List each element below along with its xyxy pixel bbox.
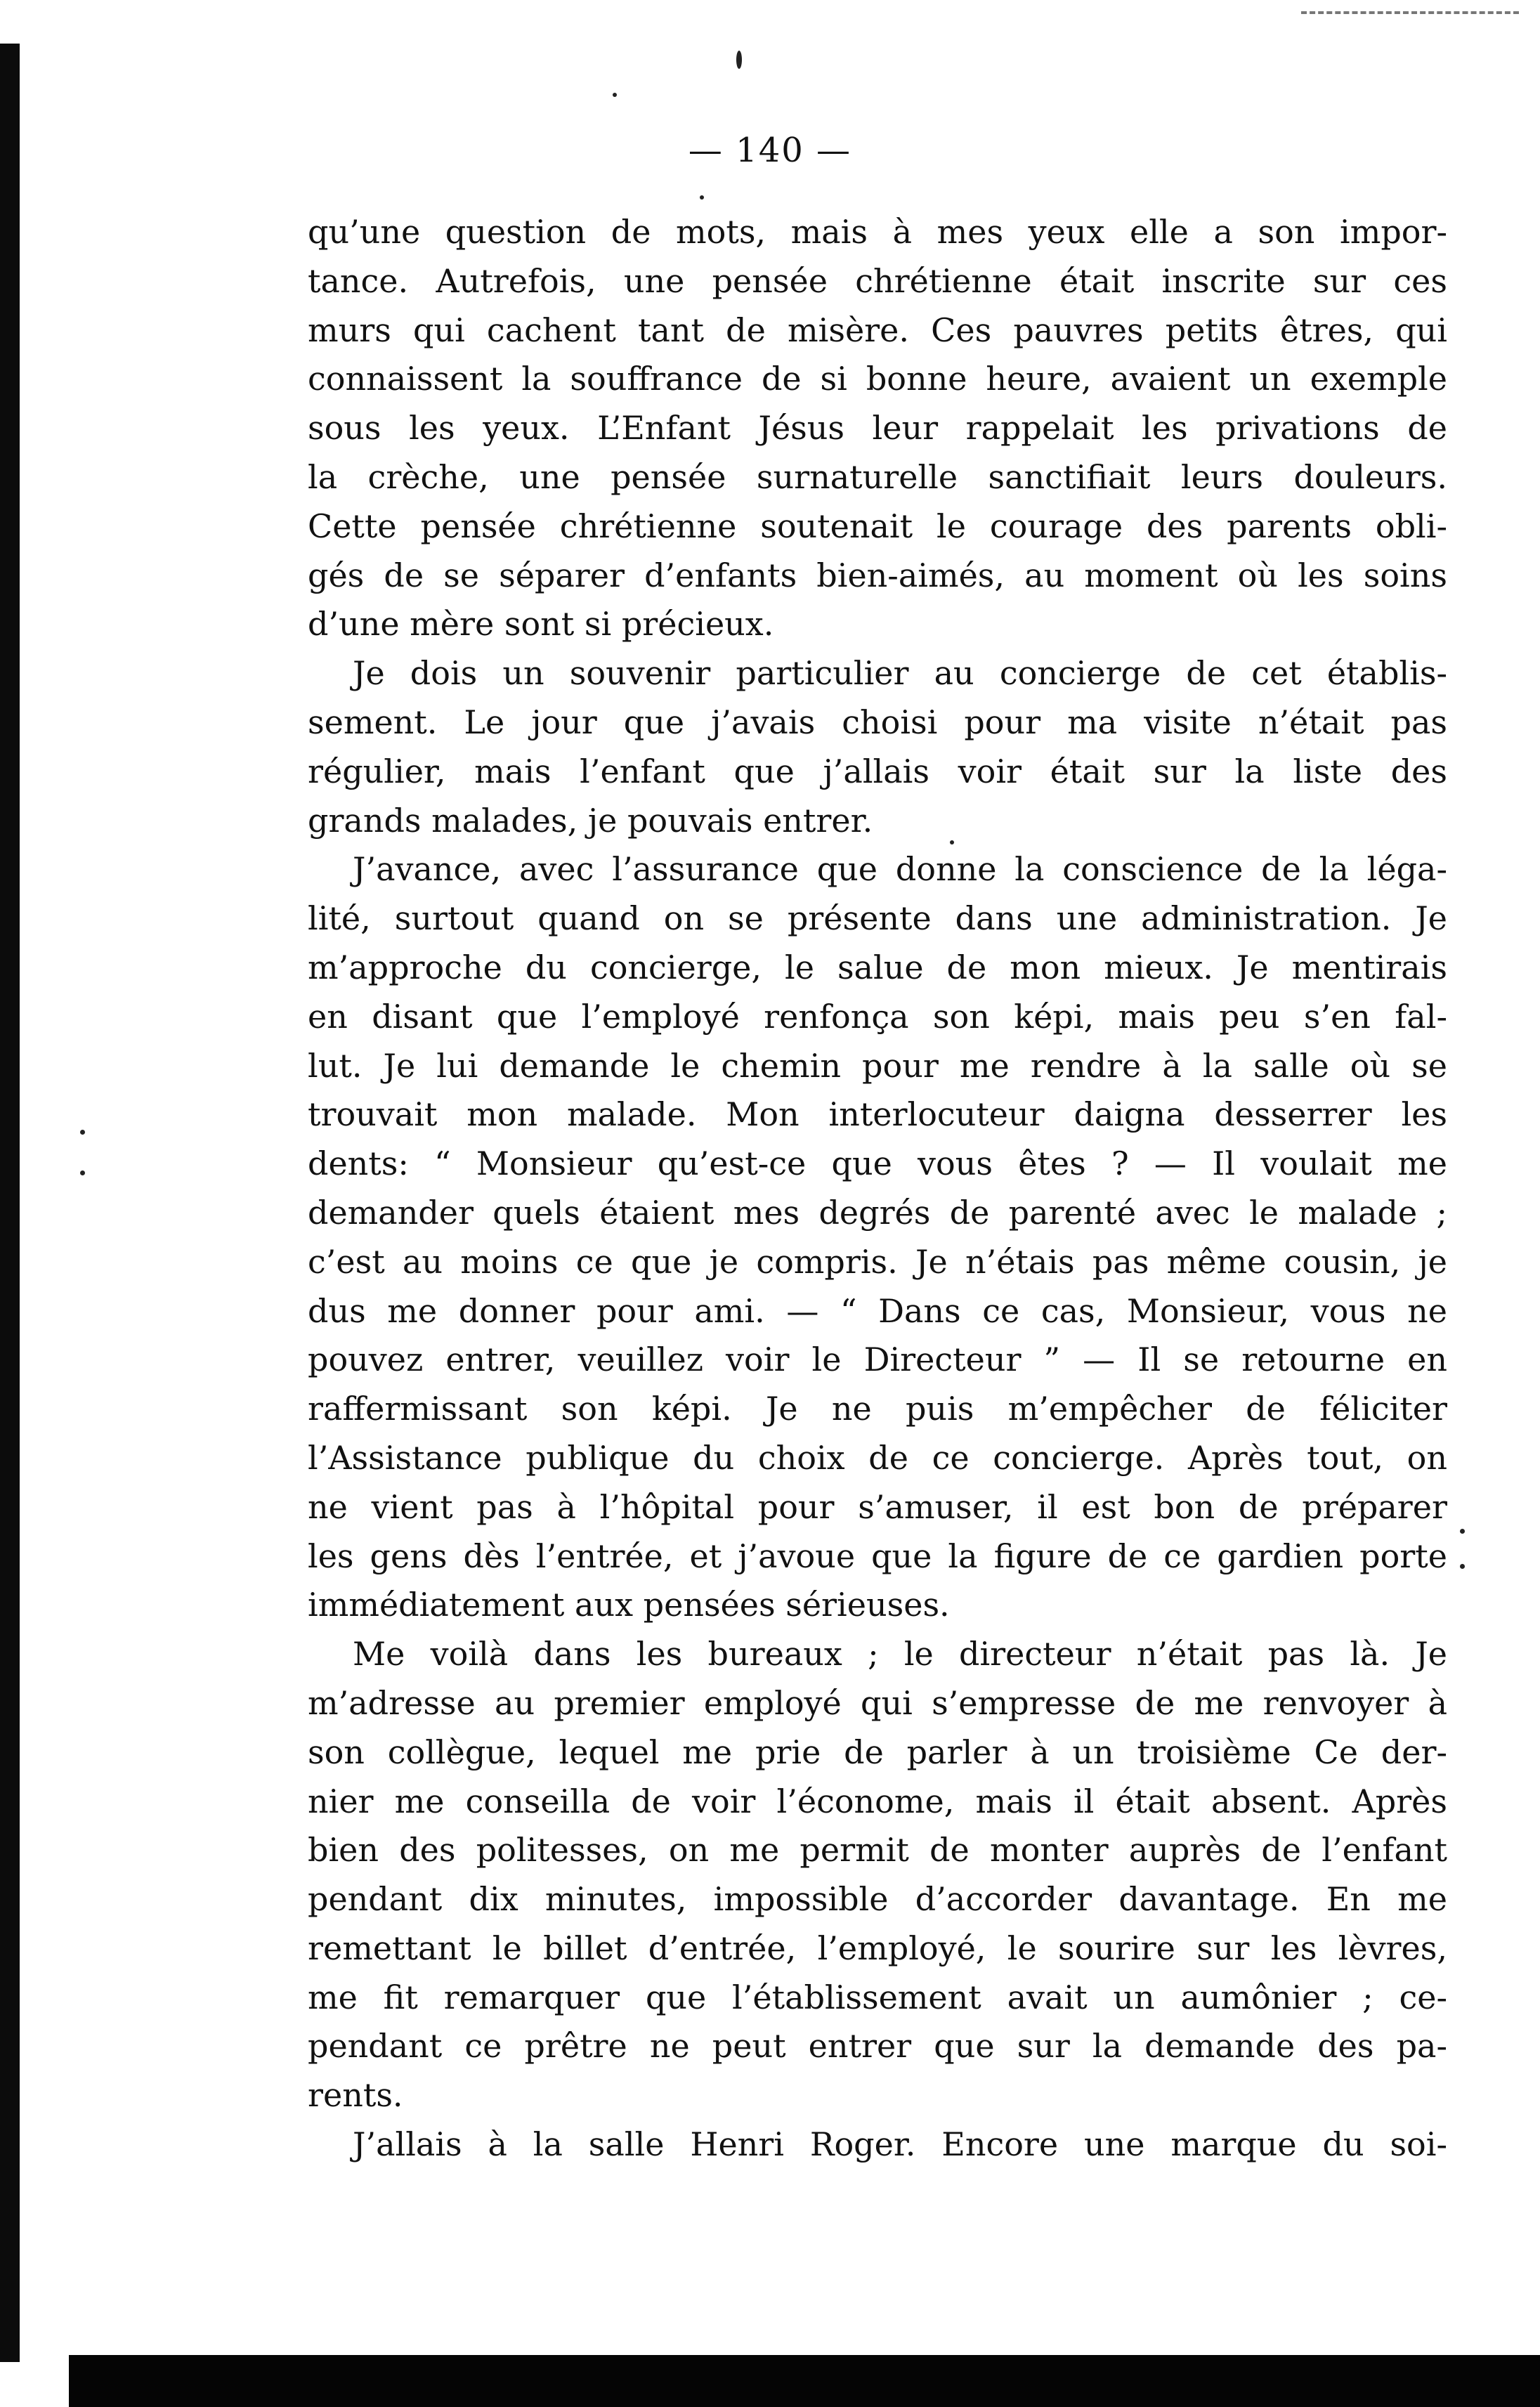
scan-speck <box>700 195 704 200</box>
text-line: régulier, mais l’enfant que j’allais voir était sur la liste des <box>308 752 1447 790</box>
scan-speck <box>613 93 617 97</box>
text-line: immédiatement aux pensées sérieuses. <box>308 1586 950 1624</box>
text-line: pendant dix minutes, impossible d’accorder davantage. En me <box>308 1880 1447 1919</box>
left-scan-edge <box>0 44 20 2362</box>
top-scan-mark <box>1301 11 1519 14</box>
text-line: l’Assistance publique du choix de ce concierge. Après tout, on <box>308 1438 1447 1477</box>
text-line: en disant que l’employé renfonça son képi, mais peu s’en fal- <box>308 997 1447 1036</box>
text-line: son collègue, lequel me prie de parler à un troisième Ce der- <box>308 1733 1447 1771</box>
text-line: rents. <box>308 2076 403 2115</box>
text-line: J’avance, avec l’assurance que donne la conscience de la léga- <box>353 850 1447 889</box>
text-line: m’approche du concierge, le salue de mon mieux. Je mentirais <box>308 948 1447 986</box>
text-line: pouvez entrer, veuillez voir le Directeur ” — Il se retourne en <box>308 1341 1447 1379</box>
text-line: les gens dès l’entrée, et j’avoue que la figure de ce gardien porte <box>308 1537 1447 1575</box>
text-line: J’allais à la salle Henri Roger. Encore une marque du soi- <box>353 2125 1447 2164</box>
text-line: gés de se séparer d’enfants bien-aimés, au moment où les soins <box>308 556 1447 594</box>
text-line: sement. Le jour que j’avais choisi pour ma visite n’était pas <box>308 703 1447 741</box>
text-line: demander quels étaient mes degrés de parenté avec le malade ; <box>308 1193 1447 1232</box>
scan-speck <box>1460 1564 1465 1569</box>
text-line: remettant le billet d’entrée, l’employé, le sourire sur les lèvres, <box>308 1929 1447 1967</box>
text-line: Cette pensée chrétienne soutenait le courage des parents obli- <box>308 507 1447 545</box>
text-line: dents: “ Monsieur qu’est-ce que vous êtes ? — Il voulait me <box>308 1144 1447 1183</box>
text-line: ne vient pas à l’hôpital pour s’amuser, il est bon de préparer <box>308 1487 1447 1526</box>
text-line: lité, surtout quand on se présente dans une administration. Je <box>308 899 1447 938</box>
text-line: connaissent la souffrance de si bonne heure, avaient un exemple <box>308 360 1447 398</box>
text-line: sous les yeux. L’Enfant Jésus leur rappelait les privations de <box>308 409 1447 448</box>
text-line: d’une mère sont si précieux. <box>308 605 774 644</box>
text-line: raffermissant son képi. Je ne puis m’empêcher de féliciter <box>308 1390 1447 1428</box>
text-line: m’adresse au premier employé qui s’empresse de me renvoyer à <box>308 1683 1447 1722</box>
text-line: me fit remarquer que l’établissement avait un aumônier ; ce- <box>308 1978 1447 2016</box>
text-line: nier me conseilla de voir l’économe, mais il était absent. Après <box>308 1782 1447 1820</box>
scan-speck <box>1460 1529 1465 1534</box>
text-line: grands malades, je pouvais entrer. <box>308 801 873 840</box>
text-line: qu’une question de mots, mais à mes yeux elle a son impor- <box>308 213 1447 251</box>
text-line: lut. Je lui demande le chemin pour me rendre à la salle où se <box>308 1046 1447 1085</box>
text-line: dus me donner pour ami. — “ Dans ce cas, Monsieur, vous ne <box>308 1291 1447 1330</box>
text-line: trouvait mon malade. Mon interlocuteur daigna desserrer les <box>308 1095 1447 1134</box>
scan-speck <box>80 1130 85 1135</box>
text-line: la crèche, une pensée surnaturelle sanctifiait leurs douleurs. <box>308 457 1447 496</box>
scan-speck <box>736 51 742 69</box>
body-text <box>308 208 1447 2170</box>
page-number: — 140 — <box>688 131 852 170</box>
text-line: bien des politesses, on me permit de monter auprès de l’enfant <box>308 1831 1447 1870</box>
text-line: Me voilà dans les bureaux ; le directeur n’était pas là. Je <box>353 1635 1447 1674</box>
text-line: pendant ce prêtre ne peut entrer que sur la demande des pa- <box>308 2027 1447 2066</box>
bottom-scan-band <box>69 2355 1540 2407</box>
text-line: murs qui cachent tant de misère. Ces pauvres petits êtres, qui <box>308 311 1447 349</box>
scan-speck <box>80 1170 85 1175</box>
text-line: tance. Autrefois, une pensée chrétienne était inscrite sur ces <box>308 261 1447 300</box>
text-line: c’est au moins ce que je compris. Je n’étais pas même cousin, je <box>308 1242 1447 1281</box>
text-line: Je dois un souvenir particulier au concierge de cet établis- <box>353 654 1447 693</box>
